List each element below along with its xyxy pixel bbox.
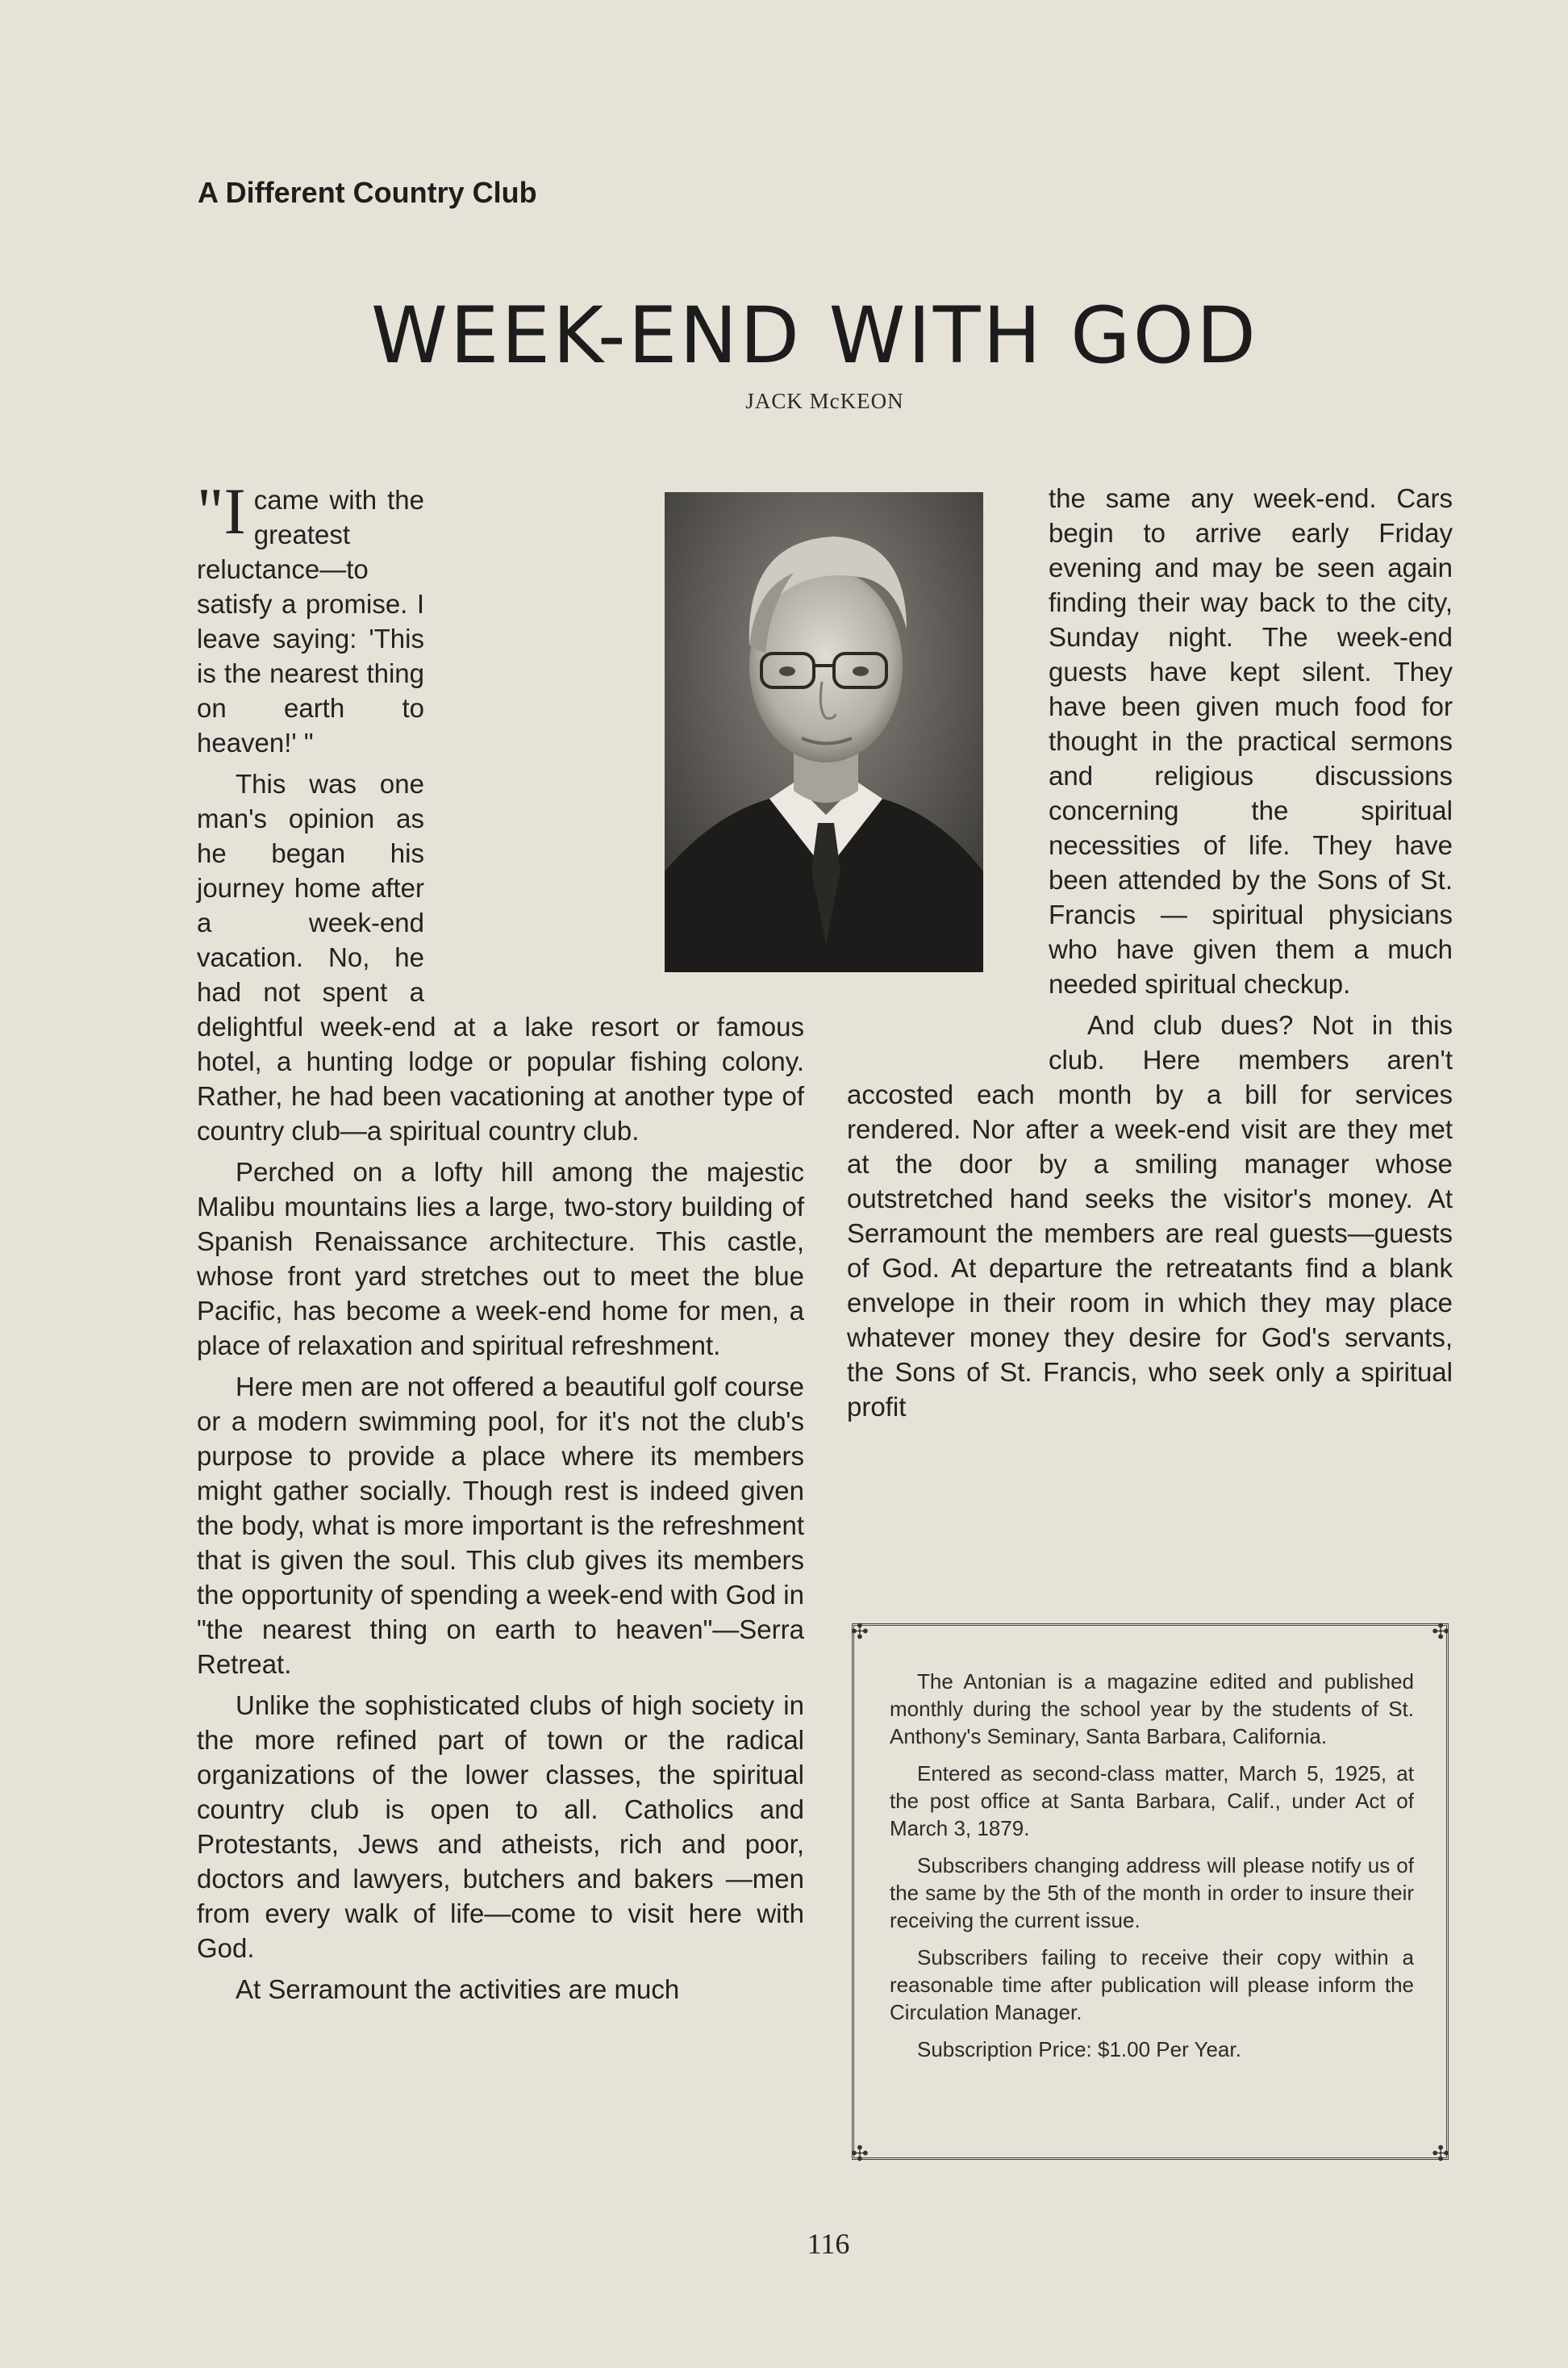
page-number: 116: [807, 2228, 850, 2260]
photo-wrap-space: [465, 482, 819, 983]
article-paragraph: Perched on a lofty hill among the majestic Malibu mountains lies a large, two-story building of Spanish Renaissance architecture. This castle, whose front yard stretches out to meet the blue Pacific, has become a week-end home for men, a place of relaxation and spiritual refreshment.: [197, 1157, 804, 1360]
notice-paragraph: Subscribers failing to receive their copy within a reasonable time after publication will please inform the Circulation Manager.: [890, 1945, 1414, 2024]
notice-paragraph: The Antonian is a magazine edited and published monthly during the school year by the students of St. Anthony's Seminary, Santa Barbara, California.: [890, 1669, 1414, 1748]
article-author: JACK McKEON: [745, 389, 904, 413]
publication-notice-box: [851, 1619, 1449, 2165]
article-paragraph: At Serramount the activities are much: [236, 1974, 680, 2004]
ornament-corner-icon: ✣: [851, 2141, 869, 2165]
article-paragraph: And club dues? Not in this club. Here members aren't accosted each month by a bill for services rendered. Nor after a week-end visit are they met at the door by a smiling manager whose outstretched hand seeks the visitor's money. At Serramount the members are real guests—guests of God. At departure the retreatants find a blank envelope in their room in which they may place whatever money they desire for God's servants, the Sons of St. Francis, who seek only a spiritual profit: [847, 1010, 1453, 1422]
article-paragraph: This was one man's opinion as he began his journey home after a week-end vacation. No, he had not spent a delightful week-end at a lake resort or famous hotel, a hunting lodge or popular fishing colony. Rather, he had been vacationing at another type of country club—a spiritual country club.: [197, 769, 804, 1146]
ornament-corner-icon: ✣: [851, 1619, 869, 1643]
article-right-column: [847, 481, 1453, 1430]
ornament-corner-icon: ✣: [1432, 1619, 1449, 1643]
notice-paragraph: Subscription Price: $1.00 Per Year.: [917, 2037, 1241, 2061]
notice-paragraph: Subscribers changing address will please notify us of the same by the 5th of the month in order to insure their receiving the current issue.: [890, 1853, 1414, 1932]
notice-paragraph: Entered as second-class matter, March 5, 1925, at the post office at Santa Barbara, Calif., under Act of March 3, 1879.: [890, 1761, 1414, 1840]
article-left-column: [197, 474, 804, 2013]
article-paragraph: the same any week-end. Cars begin to arrive early Friday evening and may be seen again finding their way back to the city, Sunday night. The week-end guests have kept silent. They have been given much food for thought in the practical sermons and religious discussions concerning the spiritual necessities of life. They have been attended by the Sons of St. Francis — spiritual physicians who have given them a much needed spiritual checkup.: [1049, 483, 1453, 999]
photo-wrap-space-right: [847, 481, 1049, 1062]
section-label: A Different Country Club: [198, 176, 537, 209]
article-paragraph: Unlike the sophisticated clubs of high society in the more refined part of town or the radical organizations of the lower classes, the spiritual country club is open to all. Catholics and Protestants, Jews and atheists, rich and poor, doctors and lawyers, butchers and bakers —men from every walk of life—come to visit here with God.: [197, 1690, 804, 1963]
article-paragraph: Here men are not offered a beautiful golf course or a modern swimming pool, for it's not the club's purpose to provide a place where its members might gather socially. Though rest is indeed given the body, what is more important is the refreshment that is given the soul. This club gives its members the opportunity of spending a week-end with God in "the nearest thing on earth to heaven"—Serra Retreat.: [197, 1372, 804, 1679]
ornament-corner-icon: ✣: [1432, 2141, 1449, 2165]
drop-cap: "I: [197, 474, 246, 548]
article-title: WEEK-END WITH GOD: [370, 290, 1259, 381]
article-paragraph: "Icame with the greatest reluctance—to satisfy a promise. I leave saying: 'This is the nearest thing on earth to heaven!' ": [197, 474, 424, 758]
